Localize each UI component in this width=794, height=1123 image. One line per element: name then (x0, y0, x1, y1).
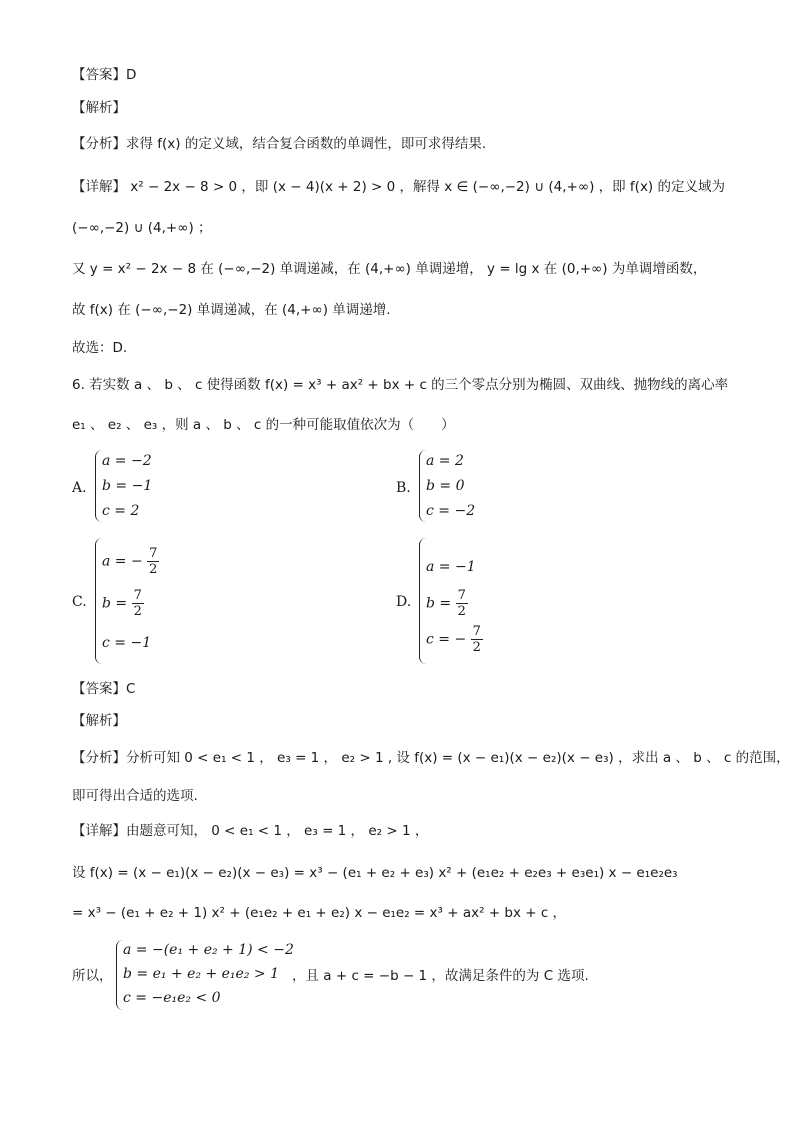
option-a-label: A. (72, 480, 87, 496)
option-a-row-a: a = −2 (102, 453, 152, 469)
q6-answer: 【答案】C (72, 681, 136, 697)
q5-detail-line-2: (−∞,−2) ∪ (4,+∞) ； (72, 220, 212, 236)
option-c-a-fraction (147, 546, 159, 577)
option-d-row-b (426, 588, 468, 619)
option-c-system (95, 538, 216, 664)
option-d-row-c (426, 624, 483, 655)
q6-stem-line-1: 6. 若实数 a 、 b 、 c 使得函数 f(x) = x³ + ax² + bx + c 的三个零点分别为椭圆、双曲线、抛物线的离心率 (72, 377, 729, 393)
option-d-b-num: 7 (457, 588, 466, 603)
q5-choose: 故选：D. (72, 340, 128, 356)
option-d-b-lhs: b = (426, 595, 452, 612)
q6-so-system (116, 940, 294, 1010)
option-d-b-fraction (456, 588, 468, 619)
option-c-b-fraction (132, 588, 144, 619)
option-d-label: D. (396, 594, 412, 610)
option-a-system (95, 450, 216, 522)
option-d-c-num: 7 (472, 624, 481, 639)
option-d-row-a: a = −1 (426, 559, 476, 575)
option-c-b-num: 7 (133, 588, 142, 603)
option-a-row-c: c = 2 (102, 503, 140, 519)
option-c-a-lhs: a = − (102, 553, 143, 570)
option-b-row-a: a = 2 (426, 453, 464, 469)
q6-so-label: 所以， (72, 968, 113, 984)
option-d-c-lhs: c = − (426, 631, 467, 648)
option-d-c-den: 2 (472, 640, 481, 655)
option-c-a-den: 2 (149, 562, 158, 577)
option-d-system (419, 538, 540, 664)
option-c-row-a (102, 546, 159, 577)
q6-so-row-b: b = e₁ + e₂ + e₁e₂ > 1 (123, 966, 279, 982)
option-b-row-b: b = 0 (426, 478, 465, 494)
option-d-b-den: 2 (457, 604, 466, 619)
q6-analysis-line-2: 即可得出合适的选项. (72, 788, 198, 804)
q6-so-row-c: c = −e₁e₂ < 0 (123, 990, 221, 1006)
option-c-a-num: 7 (149, 546, 158, 561)
option-b-system (419, 450, 540, 522)
option-b-row-c: c = −2 (426, 503, 476, 519)
option-c-b-lhs: b = (102, 595, 128, 612)
q6-stem-line-2: e₁ 、 e₂ 、 e₃ ，则 a 、 b 、 c 的一种可能取值依次为（ ） (72, 417, 455, 433)
option-c-row-b (102, 588, 144, 619)
q5-detail-line-3: 又 y = x² − 2x − 8 在 (−∞,−2) 单调递减，在 (4,+∞) 单调递增， y = lg x 在 (0,+∞) 为单调增函数， (72, 261, 707, 277)
q6-so-row-a: a = −(e₁ + e₂ + 1) < −2 (123, 942, 294, 958)
q5-detail-line-4: 故 f(x) 在 (−∞,−2) 单调递减，在 (4,+∞) 单调递增. (72, 302, 391, 318)
q6-detail-line-2: 设 f(x) = (x − e₁)(x − e₂)(x − e₃) = x³ − (e₁ + e₂ + e₃) x² + (e₁e₂ + e₂e₃ + e₃e₁) x − e₁e₂e₃ (72, 865, 678, 881)
q5-analysis: 【分析】求得 f(x) 的定义域，结合复合函数的单调性，即可求得结果. (72, 136, 487, 152)
option-b-label: B. (396, 480, 411, 496)
option-c-row-c: c = −1 (102, 635, 152, 651)
option-c-label: C. (72, 594, 87, 610)
q6-detail-line-3: = x³ − (e₁ + e₂ + 1) x² + (e₁e₂ + e₁ + e₂) x − e₁e₂ = x³ + ax² + bx + c ， (72, 905, 567, 921)
option-c-b-den: 2 (133, 604, 142, 619)
q6-jiexi-heading: 【解析】 (72, 713, 126, 729)
q6-detail-line-1: 【详解】由题意可知， 0 < e₁ < 1 ， e₃ = 1 ， e₂ > 1 ， (72, 823, 429, 839)
q5-detail-line-1: 【详解】 x² − 2x − 8 > 0 ，即 (x − 4)(x + 2) > 0 ，解得 x ∈ (−∞,−2) ∪ (4,+∞) ，即 f(x) 的定义域为 (72, 179, 725, 195)
q5-jiexi-heading: 【解析】 (72, 100, 126, 116)
q6-conclusion: ，且 a + c = −b − 1 ，故满足条件的为 C 选项. (292, 968, 589, 984)
q6-analysis-line-1: 【分析】分析可知 0 < e₁ < 1 ， e₃ = 1 ， e₂ > 1 , 设 f(x) = (x − e₁)(x − e₂)(x − e₃) ，求出 a 、 b 、 c 的范围， (72, 750, 790, 766)
option-a-row-b: b = −1 (102, 478, 153, 494)
q5-answer: 【答案】D (72, 67, 137, 83)
option-d-c-fraction (471, 624, 483, 655)
